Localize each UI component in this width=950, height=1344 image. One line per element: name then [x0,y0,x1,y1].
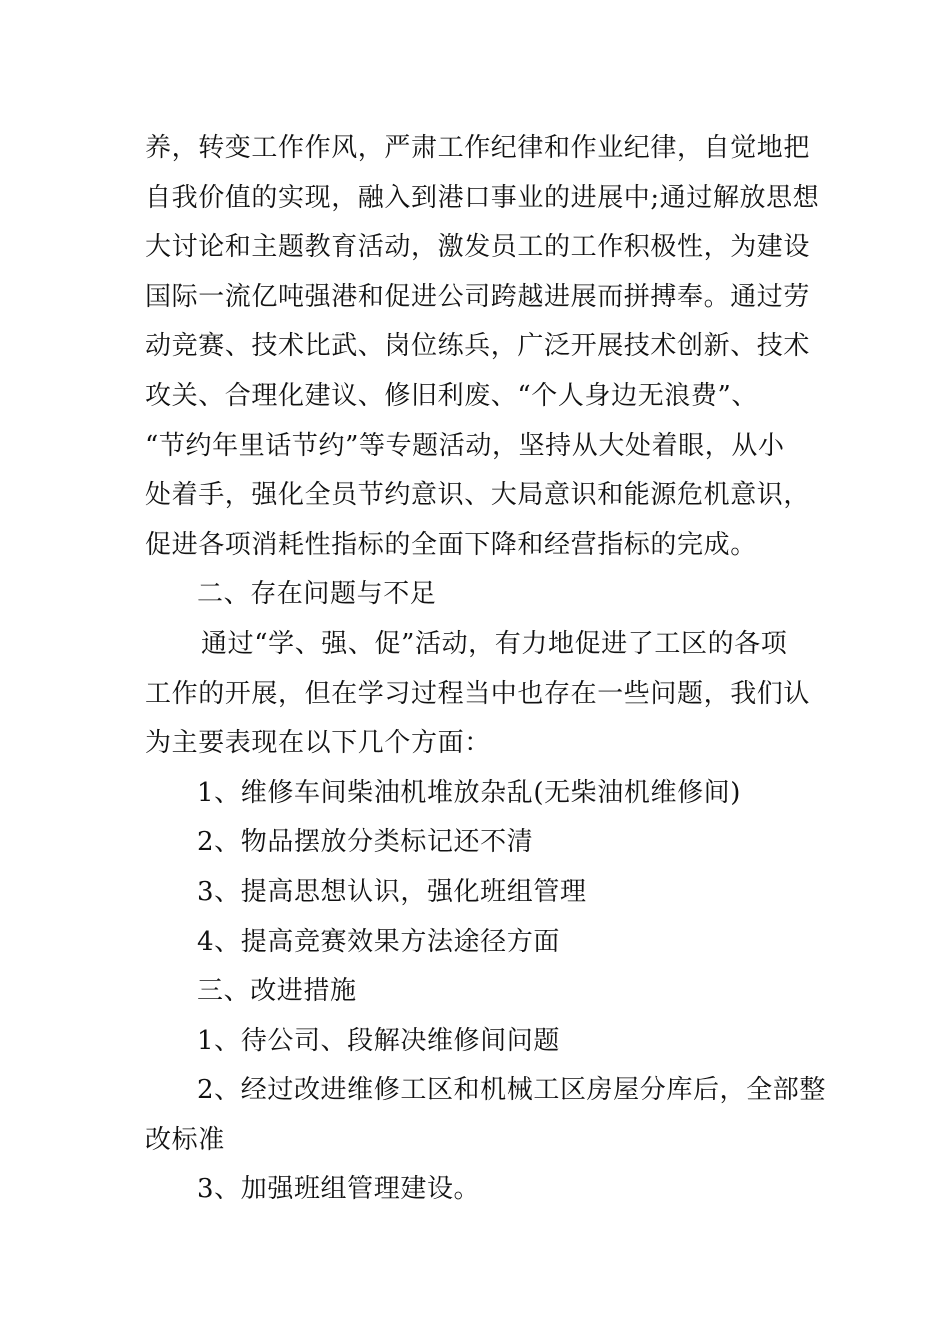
paragraph-line: “节约年里话节约”等专题活动，坚持从大处着眼，从小 [145,430,785,461]
list-item: 3、加强班组管理建设。 [197,1174,481,1205]
paragraph-line: 为主要表现在以下几个方面： [145,728,491,759]
list-item: 3、提高思想认识，强化班组管理 [197,876,587,907]
paragraph-line: 攻关、合理化建议、修旧利废、“个人身边无浪费”、 [145,380,758,411]
paragraph-line: 自我价值的实现，融入到港口事业的进展中;通过解放思想 [145,182,820,213]
list-item: 4、提高竞赛效果方法途径方面 [197,926,560,957]
paragraph-line: 处着手，强化全员节约意识、大局意识和能源危机意识， [145,480,811,511]
list-item: 2、经过改进维修工区和机械工区房屋分库后，全部整 [197,1075,826,1106]
paragraph-line: 国际一流亿吨强港和促进公司跨越进展而拼搏奉。通过劳 [145,281,811,312]
list-item: 2、物品摆放分类标记还不清 [197,827,534,858]
list-item-continuation: 改标准 [145,1124,225,1155]
paragraph-line: 动竞赛、技术比武、岗位练兵，广泛开展技术创新、技术 [145,331,811,362]
paragraph-line: 大讨论和主题教育活动，激发员工的工作积极性，为建设 [145,232,811,263]
list-item: 1、待公司、段解决维修间问题 [197,1025,560,1056]
paragraph-line: 工作的开展，但在学习过程当中也存在一些问题，我们认 [145,678,811,709]
list-item: 1、维修车间柴油机堆放杂乱(无柴油机维修间) [197,777,742,808]
paragraph-line: 促进各项消耗性指标的全面下降和经营指标的完成。 [145,529,757,560]
document-body [145,124,826,1215]
section-heading: 三、改进措施 [197,976,357,1007]
section-heading: 二、存在问题与不足 [197,579,437,610]
paragraph-line: 通过“学、强、促”活动，有力地促进了工区的各项 [201,628,788,659]
paragraph-line: 养，转变工作作风，严肃工作纪律和作业纪律，自觉地把 [145,133,811,163]
